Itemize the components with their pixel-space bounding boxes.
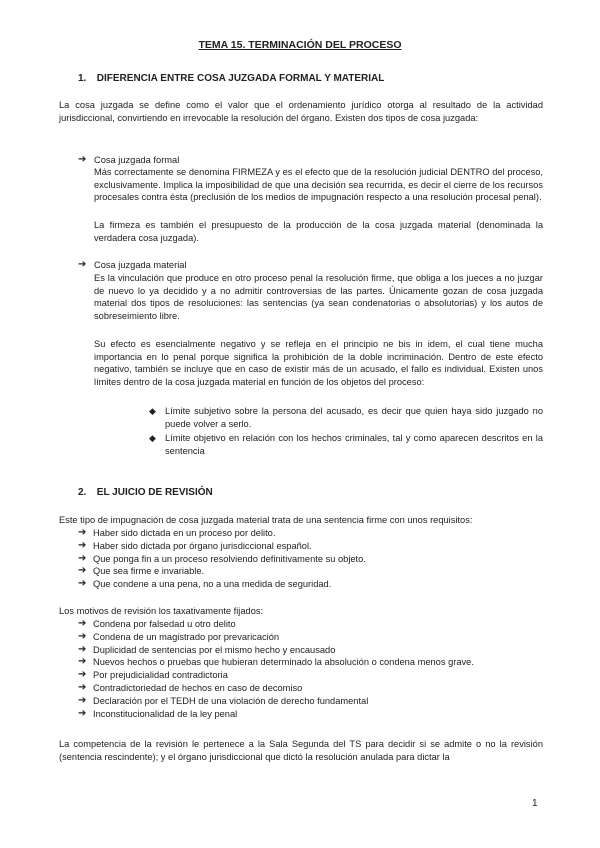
list-item: ➔ Condena de un magistrado por prevaricación [78, 630, 280, 642]
arrow-icon: ➔ [78, 565, 87, 577]
material-text: Es la vinculación que produce en otro proceso penal la resolución firme, que obliga a los jueces a no juzgar de nuevo lo ya decidido y a no admitir controversias de las partes. Únicamente gozan de cosa juzgada material dos tipos de resoluciones: las sentencias (ya sean condenatorias o absolutorias) y los autos de sobreseimiento libre. [94, 273, 543, 321]
arrow-icon: ➔ [78, 630, 87, 642]
list-item: ➔ Contradictoriedad de hechos en caso de decomiso [78, 681, 303, 693]
arrow-icon: ➔ [78, 259, 87, 270]
formal-text: Más correctamente se denomina FIRMEZA y es el efecto que de la resolución judicial DENTRO del proceso, exclusivamente. Implica la imposibilidad de que una decisión sea recurrida, es decir el cierre de los recursos procesales contra ésta (preclusión de los medios de impugnación respecto a una resolución procesal penal). [94, 167, 543, 203]
motives-list [78, 618, 474, 720]
section-2-heading [78, 487, 213, 498]
section-1-heading [78, 73, 384, 84]
limit-subjective: Límite subjetivo sobre la persona del acusado, es decir que quien haya sido juzgado no puede volver a serlo. [165, 406, 543, 429]
list-item: ➔ Haber sido dictada por órgano jurisdiccional español. [78, 539, 312, 551]
material-text-2: Su efecto es esencialmente negativo y se refleja en el principio ne bis in idem, el cual tiene mucha importancia en lo penal porque significa la prohibición de la doble incriminación. Dentro de este efecto negativo, también se incluye que en caso de existir más de un acusado, el fallo es individual. Existen unos límites dentro de la cosa juzgada material en función de los objetos del proceso: [94, 339, 543, 387]
list-item: ➔ Declaración por el TEDH de una violación de derecho fundamental [78, 694, 369, 706]
list-item: ➔ Inconstitucionalidad de la ley penal [78, 707, 238, 719]
section-2-intro: Este tipo de impugnación de cosa juzgada material trata de una sentencia firme con unos requisitos: [59, 515, 473, 525]
material-label: Cosa juzgada material [94, 260, 187, 270]
list-item: ➔ Duplicidad de sentencias por el mismo hecho y encausado [78, 643, 336, 655]
formal-label: Cosa juzgada formal [94, 155, 180, 165]
limit-objective: Límite objetivo en relación con los hechos criminales, tal y como aparecen descritos en la sentencia [165, 433, 543, 456]
list-item: ➔ Que sea firme e invariable. [78, 565, 205, 577]
section-2-closing: La competencia de la revisión le pertenece a la Sala Segunda del TS para decidir si se admite o no la revisión (sentencia rescindente); y el órgano jurisdiccional que dictó la resolución anulada para dictar la [59, 739, 543, 762]
page-number: 1 [532, 798, 538, 809]
arrow-icon: ➔ [78, 681, 87, 693]
list-item: ➔ Condena por falsedad u otro delito [78, 618, 236, 629]
diamond-bullet-icon: ◆ [149, 433, 156, 443]
arrow-icon: ➔ [78, 707, 87, 719]
section-2-number: 2. [78, 487, 87, 498]
arrow-icon: ➔ [78, 669, 87, 681]
arrow-icon: ➔ [78, 694, 87, 706]
list-item: ➔ Nuevos hechos o pruebas que hubieran determinado la absolución o condena menos grave. [78, 656, 474, 668]
arrow-icon: ➔ [78, 527, 87, 538]
formal-text-2: La firmeza es también el presupuesto de la producción de la cosa juzgada material (denominada la verdadera cosa juzgada). [94, 220, 543, 243]
arrow-icon: ➔ [78, 578, 87, 590]
list-item: ➔ Haber sido dictada en un proceso por delito. [78, 527, 276, 538]
arrow-icon: ➔ [78, 656, 87, 668]
section-1-title: DIFERENCIA ENTRE COSA JUZGADA FORMAL Y MATERIAL [96, 73, 385, 84]
arrow-icon: ➔ [78, 643, 87, 655]
arrow-icon: ➔ [78, 618, 87, 629]
section-1-intro: La cosa juzgada se define como el valor que el ordenamiento jurídico otorga al resultado de la actividad jurisdiccional, convirtiendo en irrevocable la resolución del órgano. Existen dos tipos de cosa juzgada: [59, 100, 543, 123]
section-2-title: EL JUICIO DE REVISIÓN [96, 487, 213, 498]
requirements-list [78, 527, 366, 591]
arrow-icon: ➔ [78, 552, 87, 564]
document-title: TEMA 15. TERMINACIÓN DEL PROCESO [198, 39, 402, 51]
list-item: ➔ Que ponga fin a un proceso resolviendo definitivamente su objeto. [78, 552, 366, 564]
arrow-icon: ➔ [78, 539, 87, 551]
list-item: ➔ Que condene a una pena, no a una medida de seguridad. [78, 578, 332, 590]
motives-intro: Los motivos de revisión los taxativamente fijados: [59, 606, 264, 616]
list-item: ➔ Por prejudicialidad contradictoria [78, 669, 228, 681]
diamond-bullet-icon: ◆ [149, 406, 156, 416]
section-1-number: 1. [78, 73, 87, 84]
arrow-icon: ➔ [78, 154, 87, 165]
